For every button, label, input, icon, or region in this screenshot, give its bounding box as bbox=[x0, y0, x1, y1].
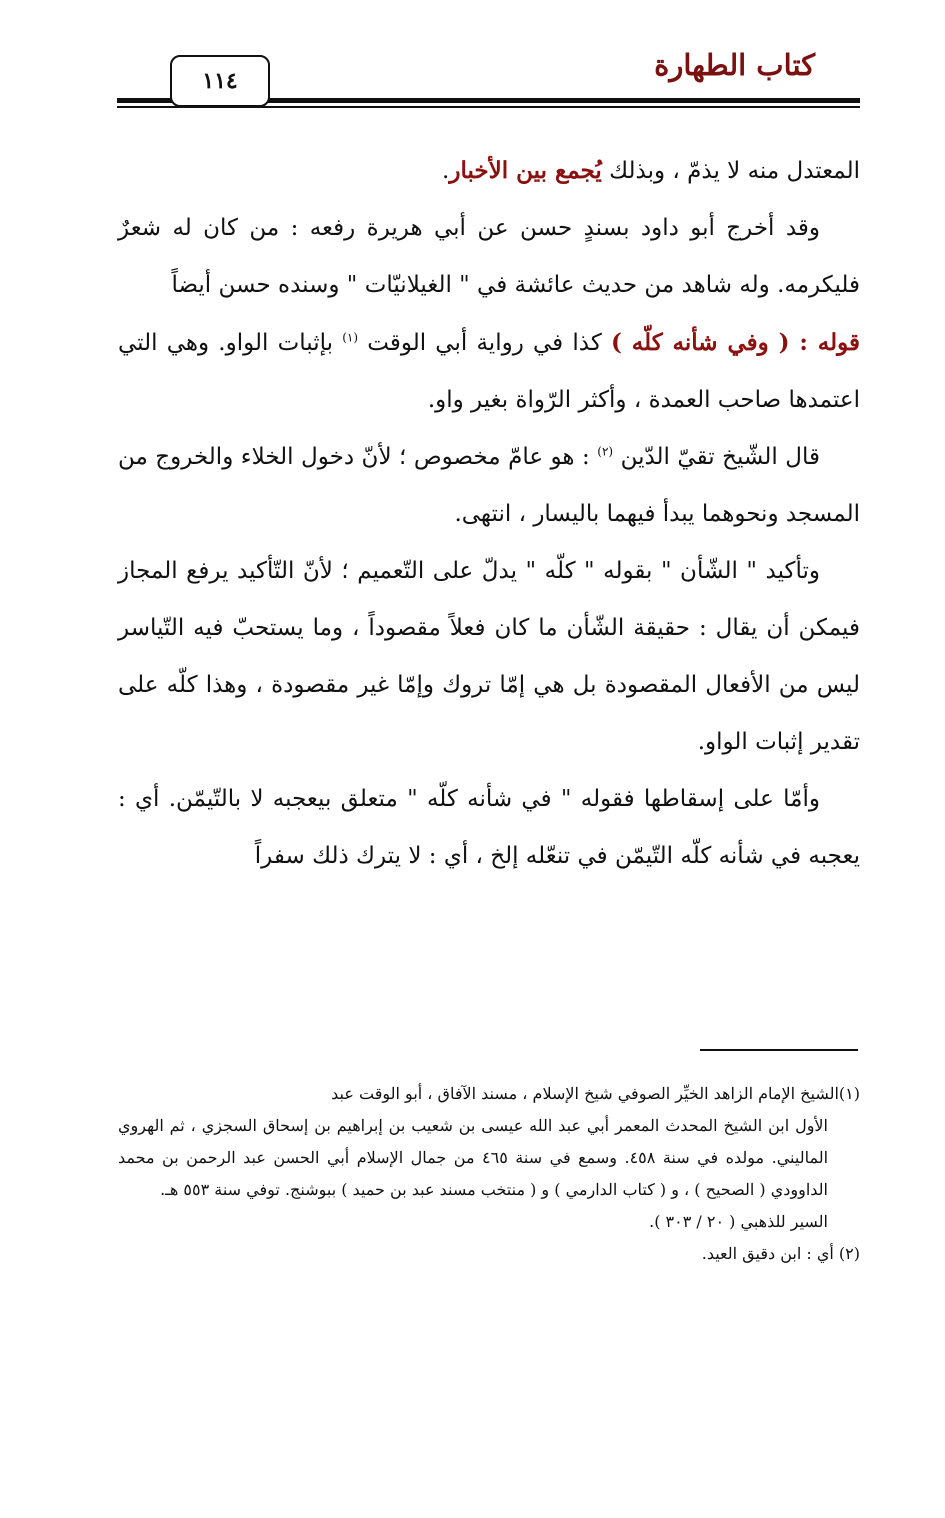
footnote-1-marker: (١) bbox=[838, 1084, 860, 1103]
paragraph-3-lemma: قوله : ( وفي شأنه كلّه ) bbox=[610, 329, 860, 356]
paragraph-4 bbox=[118, 429, 860, 543]
main-text bbox=[118, 142, 860, 885]
footnotes bbox=[118, 1078, 860, 1270]
footnote-1-rest: الأول ابن الشيخ المحدث المعمر أبي عبد الله عيسى بن شعيب بن إبراهيم بن إسحاق السجزي ، ثم الهروي الماليني. مولده في سنة ٤٥٨. وسمع في سنة ٤٦٥ من جمال الإسلام أبي الحسن عبد الرحمن بن محمد الداوودي ( الصحيح ) ، و ( كتاب الدارمي ) و ( منتخب مسند عبد بن حميد ) ببوشنج. توفي سنة ٥٥٣ هـ. bbox=[118, 1116, 829, 1199]
paragraph-3 bbox=[118, 314, 860, 429]
paragraph-5: وتأكيد " الشّأن " بقوله " كلّه " يدلّ على التّعميم ؛ لأنّ التّأكيد يرفع المجاز فيمكن أن يقال : حقيقة الشّأن ما كان فعلاً مقصوداً ، وما يستحبّ فيه التّياسر ليس من الأفعال المقصودة بل هي إمّا تروك وإمّا غير مقصودة ، وهذا كلّه على تقدير إثبات الواو. bbox=[118, 558, 860, 755]
footnote-2-text: أي : ابن دقيق العيد. bbox=[701, 1244, 839, 1263]
page-header bbox=[0, 0, 945, 130]
footnote-1-source: السير للذهبي ( ٢٠ / ٣٠٣ ). bbox=[649, 1212, 828, 1231]
paragraph-1-text: المعتدل منه لا يذمّ ، وبذلك bbox=[601, 158, 860, 184]
paragraph-1 bbox=[118, 142, 860, 200]
footnote-1-line1: الشيخ الإمام الزاهد الخيِّر الصوفي شيخ الإسلام ، مسند الآفاق ، أبو الوقت عبد bbox=[331, 1084, 839, 1103]
paragraph-1-highlight: يُجمع بين الأخبار bbox=[449, 157, 602, 184]
book-title: كتاب الطهارة bbox=[654, 48, 815, 82]
footnote-separator bbox=[700, 1049, 858, 1051]
footnote-ref-1[interactable]: (١) bbox=[342, 330, 359, 345]
footnote-2-marker: (٢) bbox=[838, 1244, 860, 1263]
paragraph-1-end: . bbox=[442, 158, 450, 184]
paragraph-4-text: قال الشّيخ تقيّ الدّين bbox=[613, 444, 820, 470]
footnote-ref-2[interactable]: (٢) bbox=[597, 444, 614, 459]
footnote-1-first-line bbox=[118, 1078, 860, 1110]
paragraph-2: وقد أخرج أبو داود بسندٍ حسن عن أبي هريرة رفعه : من كان له شعرٌ فليكرمه. وله شاهد من حديث عائشة في " الغيلانيّات " وسنده حسن أيضاً bbox=[118, 215, 860, 298]
paragraph-4-text-end: : هو عامّ مخصوص ؛ لأنّ دخول الخلاء والخروج من المسجد ونحوهما يبدأ فيهما باليسار ، انتهى. bbox=[118, 444, 860, 527]
page-number: ١١٤ bbox=[170, 55, 270, 107]
paragraph-3-text: كذا في رواية أبي الوقت bbox=[358, 330, 611, 356]
footnote-1-body bbox=[118, 1110, 860, 1238]
paragraph-3-text-end: بإثبات الواو. وهي التي اعتمدها صاحب العمدة ، وأكثر الرّواة بغير واو. bbox=[118, 330, 860, 413]
paragraph-6: وأمّا على إسقاطها فقوله " في شأنه كلّه " متعلق بيعجبه لا بالتّيمّن. أي : يعجبه في شأنه كلّه التّيمّن في تنعّله إلخ ، أي : لا يترك ذلك سفراً bbox=[118, 786, 860, 869]
footnote-2 bbox=[118, 1238, 860, 1270]
